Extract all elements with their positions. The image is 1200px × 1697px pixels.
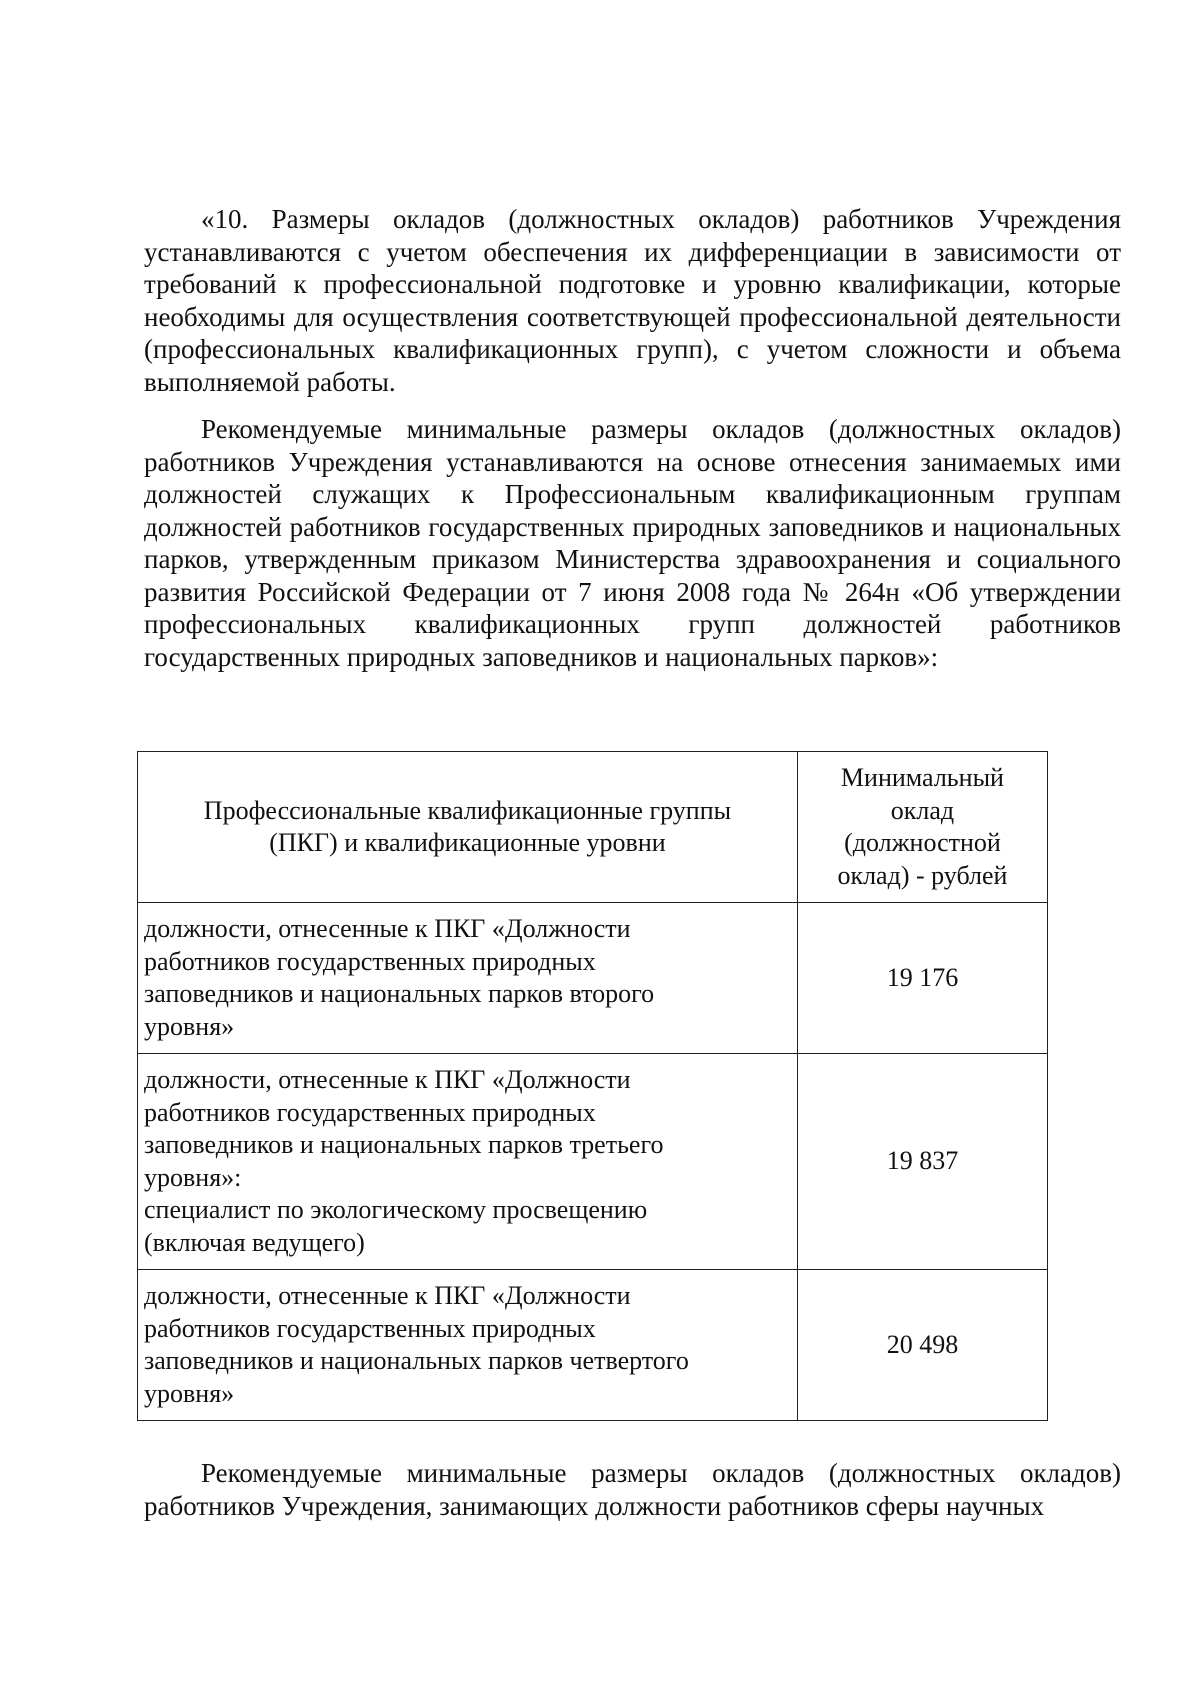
cell-line: заповедников и национальных парков третьего [144, 1130, 664, 1159]
table-header-row [138, 752, 1048, 903]
header-line: Минимальный [840, 763, 1004, 792]
row-salary-value: 20 498 [797, 1270, 1047, 1421]
header-line: оклад) - рублей [837, 860, 1008, 890]
header-line: Профессиональные квалификационные группы [203, 795, 732, 825]
row-salary-value: 19 837 [797, 1054, 1047, 1270]
header-line: оклад [890, 795, 955, 825]
cell-line: заповедников и национальных парков четвертого [144, 1346, 689, 1375]
cell-line: работников государственных природных [144, 946, 596, 976]
header-line: (ПКГ) и квалификационные уровни [269, 828, 666, 857]
row-qualification-group [138, 903, 798, 1054]
document-continuation [144, 1457, 1121, 1522]
cell-line: (включая ведущего) [144, 1227, 365, 1257]
cell-line: работников государственных природных [144, 1313, 596, 1343]
table-row [138, 903, 1048, 1054]
row-qualification-group [138, 1054, 798, 1270]
header-line: (должностной [844, 828, 1001, 857]
cell-line: заповедников и национальных парков второго [144, 979, 655, 1008]
paragraph-recommended-salaries: Рекомендуемые минимальные размеры окладов (должностных окладов) работников Учреждения устанавливаются на основе отнесения занимаемых ими должностей служащих к Профессиональным квалификационным группам должностей работников государственных природных заповедников и национальных парков, утвержденным приказом Министерства здравоохранения и социального развития Российской Федерации от 7 июня 2008 года № 264н «Об утверждении профессиональных квалификационных групп должностей работников государственных природных заповедников и национальных парков»: [144, 414, 1121, 672]
table-row [138, 1270, 1048, 1421]
cell-line: должности, отнесенные к ПКГ «Должности [144, 1281, 631, 1310]
document-body [144, 203, 1121, 673]
paragraph-salary-sizes: «10. Размеры окладов (должностных окладов) работников Учреждения устанавливаются с учетом обеспечения их дифференциации в зависимости от требований к профессиональной подготовке и уровню квалификации, которые необходимы для осуществления соответствующей профессиональной деятельности (профессиональных квалификационных групп), с учетом сложности и объема выполняемой работы. [144, 204, 1121, 397]
cell-line: должности, отнесенные к ПКГ «Должности [144, 1065, 631, 1094]
cell-line: уровня»: [144, 1162, 242, 1192]
cell-line: должности, отнесенные к ПКГ «Должности [144, 914, 631, 943]
cell-line: работников государственных природных [144, 1097, 596, 1127]
row-salary-value: 19 176 [797, 903, 1047, 1054]
cell-line: уровня» [144, 1378, 235, 1408]
cell-line: уровня» [144, 1011, 235, 1041]
table-row [138, 1054, 1048, 1270]
salary-table [137, 751, 1048, 1421]
row-qualification-group [138, 1270, 798, 1421]
paragraph-science-salaries: Рекомендуемые минимальные размеры окладов (должностных окладов) работников Учреждения, занимающих должности работников сферы научных [144, 1458, 1121, 1521]
header-minimum-salary [797, 752, 1047, 903]
header-qualification-groups [138, 752, 798, 903]
cell-line: специалист по экологическому просвещению [144, 1195, 648, 1224]
